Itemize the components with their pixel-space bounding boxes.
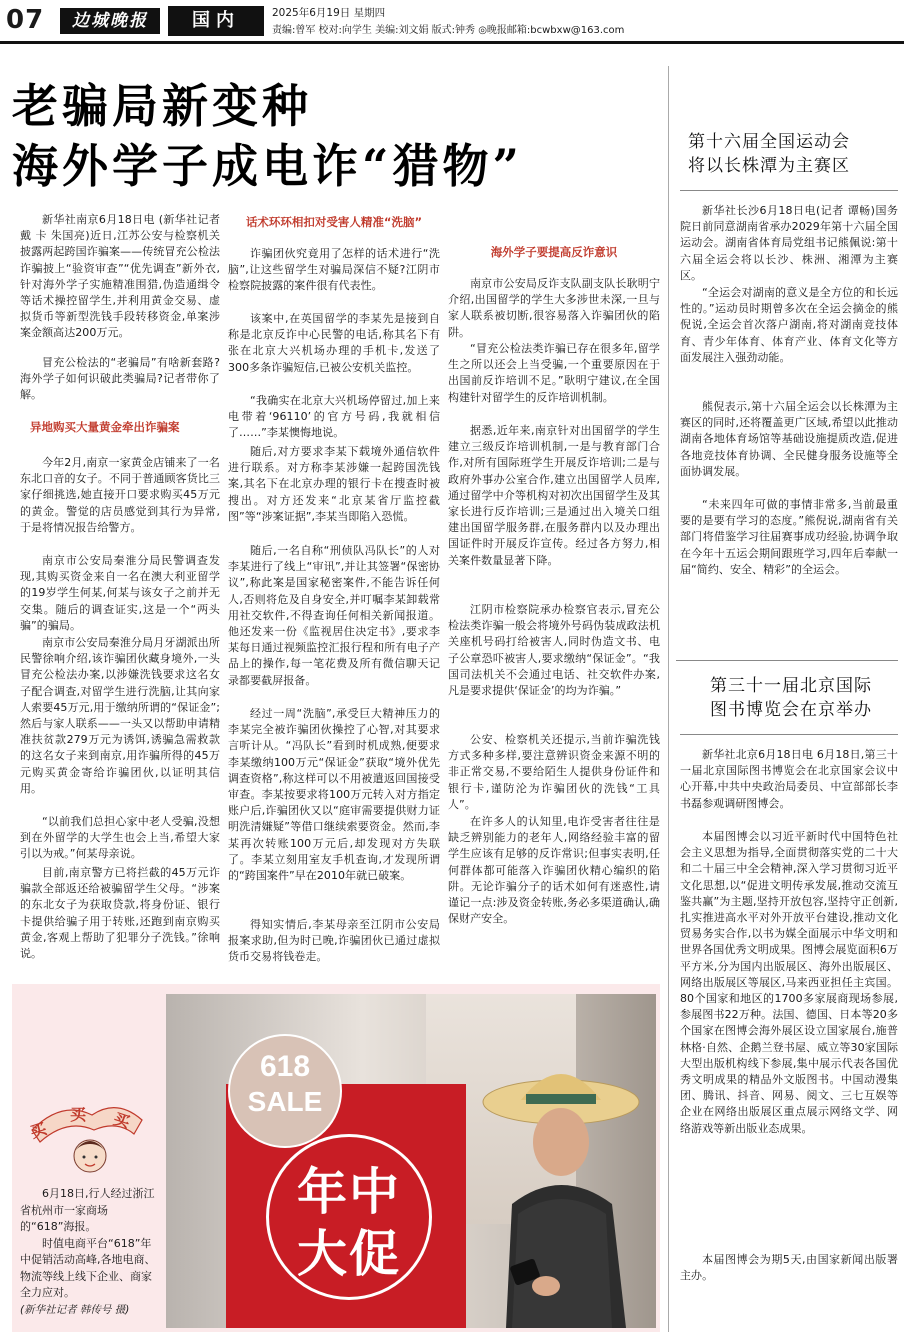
paragraph: 南京市公安局反诈支队副支队长耿明宁介绍,出国留学的学生大多涉世未深,一旦与家人联系被切断,很容易落入诈骗团伙的陷阱。 (448, 277, 660, 339)
headline-line-2: 海外学子成电诈“猎物” (12, 139, 523, 193)
photo-credit: (新华社记者 韩传号 摄) (20, 1303, 130, 1316)
paragraph: 诈骗团伙究竟用了怎样的话术进行“洗脑”,让这些留学生对骗局深信不疑?江阴市检察院披露的案件很有代表性。 (228, 247, 440, 293)
paragraph: 在许多人的认知里,电诈受害者往往是缺乏辨别能力的老年人,网络经验丰富的留学生应该有足够的反诈常识;但事实表明,任何群体都可能落入诈骗团伙精心编织的陷阱。无论诈骗分子的话术如何有迷惑性,请谨记一点:涉及资金转账,务必多渠道确认,确保财产安全。 (448, 815, 660, 926)
paragraph: 得知实情后,李某母亲至江阴市公安局报案求助,但为时已晚,诈骗团伙已通过虚拟货币交易将钱卷走。 (228, 918, 440, 964)
promo-sign-line-2: 大促 (297, 1225, 401, 1283)
paragraph: 南京市公安局秦淮分局月牙湖派出所民警徐响介绍,该诈骗团伙藏身境外,一头冒充公检法办案,以涉嫌洗钱要求这名女子配合调查,对留学生进行洗脑,让其向家人索要45万元,用于缴纳所谓的“保证金”;然后与家人联系——一头又以帮助申请精准扶贫款279万元为诱饵,诱骗急需救款的这名女子来到南京,用诈骗所得的45万元购买黄金寄给诈骗团伙,以证明其信用。 (20, 636, 220, 795)
article-lead: 新华社南京6月18日电 (新华社记者 戴 卡 朱国亮)近日,江苏公安与检察机关披露两起跨国诈骗案——传统冒充公检法诈骗披上“验资审查”“优先调查”新外衣,针对海外学子实施精准围猎,伪造通缉令等话术操控留学生,并利用黄金交易、虚拟货币等新型洗钱手段转移资金,单案涉案金额高达200万元。 (20, 213, 220, 340)
subheading: 海外学子要提高反诈意识 (490, 245, 618, 259)
sale-sign-618: 618 (259, 1050, 311, 1083)
editorial-staff: 责编:曾军 校对:向学生 美编:刘文娟 版式:钟秀 ◎晚报邮箱:bcwbxw@163.com (272, 25, 625, 36)
article-title-line: 第三十一届北京国际 (710, 676, 872, 696)
paragraph: “我确实在北京大兴机场停留过,加上来电带着‘96110’的官方号码,我就相信了……”李某懊悔地说。 (228, 394, 440, 440)
photo-caption (20, 1186, 160, 1318)
article-title (680, 674, 898, 722)
paragraph: 新华社长沙6月18日电(记者 谭畅)国务院日前同意湖南省承办2029年第十六届全国运动会。湖南省体育局党组书记熊佩说:第十六届全运会将以长沙、株洲、湘潭为主赛区。 (680, 204, 898, 282)
article-separator (676, 660, 898, 661)
paragraph: 江阴市检察院承办检察官表示,冒充公检法类诈骗一般会将境外号码伪装成政法机关座机号码打给被害人,同时伪造文书、电子公章恐吓被害人,要求缴纳“保证金”。“我国司法机关不会通过电话、社交软件办案,凡是要求提供‘保证金’的均为诈骗。” (448, 603, 660, 698)
article-title (680, 130, 898, 178)
caption-text: 时值电商平台“618”年中促销活动高峰,各地电商、物流等线上线下企业、商家全力应对。 (20, 1236, 156, 1299)
paragraph: 新华社北京6月18日电 6月18日,第三十一届北京国际图书博览会在北京国家会议中心开幕,中共中央政治局委员、中宣部部长李书磊参观调研图博会。 (680, 748, 898, 810)
article-column-1 (20, 212, 220, 963)
paragraph: 本届图博会为期5天,由国家新闻出版署主办。 (680, 1253, 898, 1283)
promo-sign-line-1: 年中 (297, 1163, 401, 1221)
paragraph: 本届图博会以习近平新时代中国特色社会主义思想为指导,全面贯彻落实党的二十大和二十届三中全会精神,深入学习贯彻习近平文化思想,以“促进文明传承发展,推动交流互鉴共赢”为主题,坚持开放包容,坚持守正创新,扎实推进高水平对外开放平台建设,推动文化贸易务实合作,以书为媒全面展示中华文明和世界各国优秀文明成果。图博会展览面积6万平方米,分为国内出版展区、海外出版展区、网络出版展区等展区,马来西亚担任主宾国。80个国家和地区的1700多家展商现场参展,参展图书22万种。法国、德国、日本等20多个国家在图博会海外展区设立国家展台,施普林格·自然、企鹅兰登书屋、威立等30家国际大型出版机构线下参展,集中展示代表各国优秀文明成果的精品外文版图书。中国动漫集团、腾讯、抖音、网易、阅文、三七互娱等企业在网络出版展区重点展示网络文学、网络游戏等新出版业态成果。 (680, 830, 898, 1135)
article-column-2 (228, 212, 440, 967)
subheading: 话术环环相扣对受害人精准“洗脑” (245, 215, 423, 229)
sale-sign-word: SALE (247, 1086, 323, 1117)
article-title-line: 第十六届全国运动会 (688, 132, 850, 152)
pedestrian-figure (466, 1054, 656, 1328)
column-divider (668, 66, 669, 1332)
paragraph: 该案中,在英国留学的李某先是接到自称是北京反诈中心民警的电话,称其名下有张在北京大兴机场办理的手机卡,发送了300多条诈骗短信,已被公安机关监控。 (228, 312, 440, 374)
paper-name-logo: 边城晚报 (60, 8, 160, 34)
buy-badge-char: 买 (70, 1105, 87, 1124)
section-label: 国内 (168, 6, 264, 36)
page-number: 07 (6, 5, 45, 35)
paragraph: “未来四年可做的事情非常多,当前最重要的是要有学习的态度。”熊倪说,湖南省有关部门将借鉴学习往届赛事成功经验,协调争取在今年十五运会期间跟班学习,四年后奉献一届“简约、安全、精彩”的全运会。 (680, 498, 898, 576)
paragraph: “以前我们总担心家中老人受骗,没想到在外留学的大学生也会上当,希望大家引以为戒。”何某母亲说。 (20, 815, 220, 861)
paragraph: 经过一周“洗脑”,承受巨大精神压力的李某完全被诈骗团伙操控了心智,对其要求言听计从。“冯队长”看到时机成熟,便要求李某缴纳100万元“保证金”获取“境外优先调查资格”,称这样可以不用被遣返回国接受审查。李某按要求将100万元转入对方指定账户后,诈骗团伙又以“庭审需要提供财力证明洗清嫌疑”等借口继续索要资金。然而,李某再次转账100万元后,却发现对方失联了。李某立刻用室友手机查询,才发现所谓的“跨国案件”早在2010年就已破案。 (228, 707, 440, 883)
subheading: 异地购买大量黄金牵出诈骗案 (30, 420, 180, 434)
buy-badge-char: 买 (111, 1108, 133, 1132)
paragraph: 目前,南京警方已将拦截的45万元诈骗款全部返还给被骗留学生父母。“涉案的东北女子为获取贷款,将身份证、银行卡提供给骗子用于转账,还跑到南京购买黄金,客观上帮助了犯罪分子洗钱。”徐响说。 (20, 866, 220, 961)
title-rule (680, 190, 898, 191)
title-rule (680, 734, 898, 735)
news-photo (166, 994, 656, 1328)
article-column-3 (448, 212, 660, 944)
issue-date: 2025年6月19日 星期四 (272, 7, 386, 19)
article-title-line: 图书博览会在京举办 (710, 700, 872, 720)
headline-line-1: 老骗局新变种 (12, 79, 312, 133)
buy-badge-illustration (22, 1090, 152, 1180)
paragraph: 南京市公安局秦淮分局民警调查发现,其购买资金来自一名在澳大利亚留学的19岁学生何某,何某与该女子之前并无交集。随后的调查证实,这是一个“两头骗”的骗局。 (20, 554, 220, 632)
sidebar-article-1 (680, 130, 898, 594)
article-lead: 冒充公检法的“老骗局”有啥新套路?海外学子如何识破此类骗局?记者带你了解。 (20, 356, 220, 402)
paragraph: 随后,对方要求李某下载境外通信软件进行联系。对方称李某涉嫌一起跨国洗钱案,其名下在北京办理的银行卡在搜查时被搜出。对方还发来“北京某省厅监控截图”等“涉案证据”,李某当即陷入恐慌。 (228, 445, 440, 523)
paragraph: “全运会对湖南的意义是全方位的和长远性的。”运动员时期曾多次在全运会摘金的熊倪说,全运会首次落户湖南,将对湖南竞技体育、青少年体育、体育产业、体育文化等方面发展注入强劲动能。 (680, 286, 898, 364)
paragraph: 熊倪表示,第十六届全运会以长株潭为主赛区的同时,还将覆盖更广区域,希望以此推动湖南各地体育场馆等基础设施提质改造,促进各地竞技体育协调、全民健身服务设施等全面协调发展。 (680, 400, 898, 478)
paragraph: 公安、检察机关还提示,当前诈骗洗钱方式多种多样,要注意辨识资金来源不明的非正常交易,不要给陌生人提供身份证件和银行卡,谨防沦为诈骗团伙的洗钱“工具人”。 (448, 733, 660, 811)
main-headline (12, 76, 523, 196)
article-title-line: 将以长株潭为主赛区 (688, 156, 850, 176)
header-rule (0, 41, 904, 44)
paragraph: 今年2月,南京一家黄金店铺来了一名东北口音的女子。不同于普通顾客货比三家仔细挑选,她直接开口要求购买45万元的黄金。警觉的店员感觉到其行为异常,于是将情况报告给警方。 (20, 456, 220, 534)
paragraph: “冒充公检法类诈骗已存在很多年,留学生之所以还会上当受骗,一个重要原因在于出国前反诈培训不足。”耿明宁建议,在全国构建针对留学生的反诈培训机制。 (448, 342, 660, 404)
sidebar-article-2 (680, 674, 898, 1286)
caption-text: 6月18日,行人经过浙江省杭州市一家商场的“618”海报。 (20, 1187, 155, 1233)
paragraph: 随后,一名自称“刑侦队冯队长”的人对李某进行了线上“审讯”,并让其签署“保密协议”,称此案是国家秘密案件,不能告诉任何人,否则将危及自身安全,并叮嘱李某卸载常用社交软件,不得查询任何相关新闻报道。他还发来一份《监视居住决定书》,要求李某每日通过视频监控汇报行程和所有电子产品上的操作,每一笔花费及所有微信聊天记录都要截屏报备。 (228, 544, 440, 687)
paragraph: 据悉,近年来,南京针对出国留学的学生建立三级反诈培训机制,一是与教育部门合作,对所有国际班学生开展反诈培训;二是与政府外事办公室合作,建立出国留学人员库,通过留学中介等机构对初次出国留学生及其家长进行反诈培训;三是通过出入境关口组建出国留学服务群,在服务群内以及办理出国证件时开展反诈宣传。经过各方努力,相关案件数量显著下降。 (448, 424, 660, 567)
buy-badge-char: 买 (27, 1118, 49, 1142)
